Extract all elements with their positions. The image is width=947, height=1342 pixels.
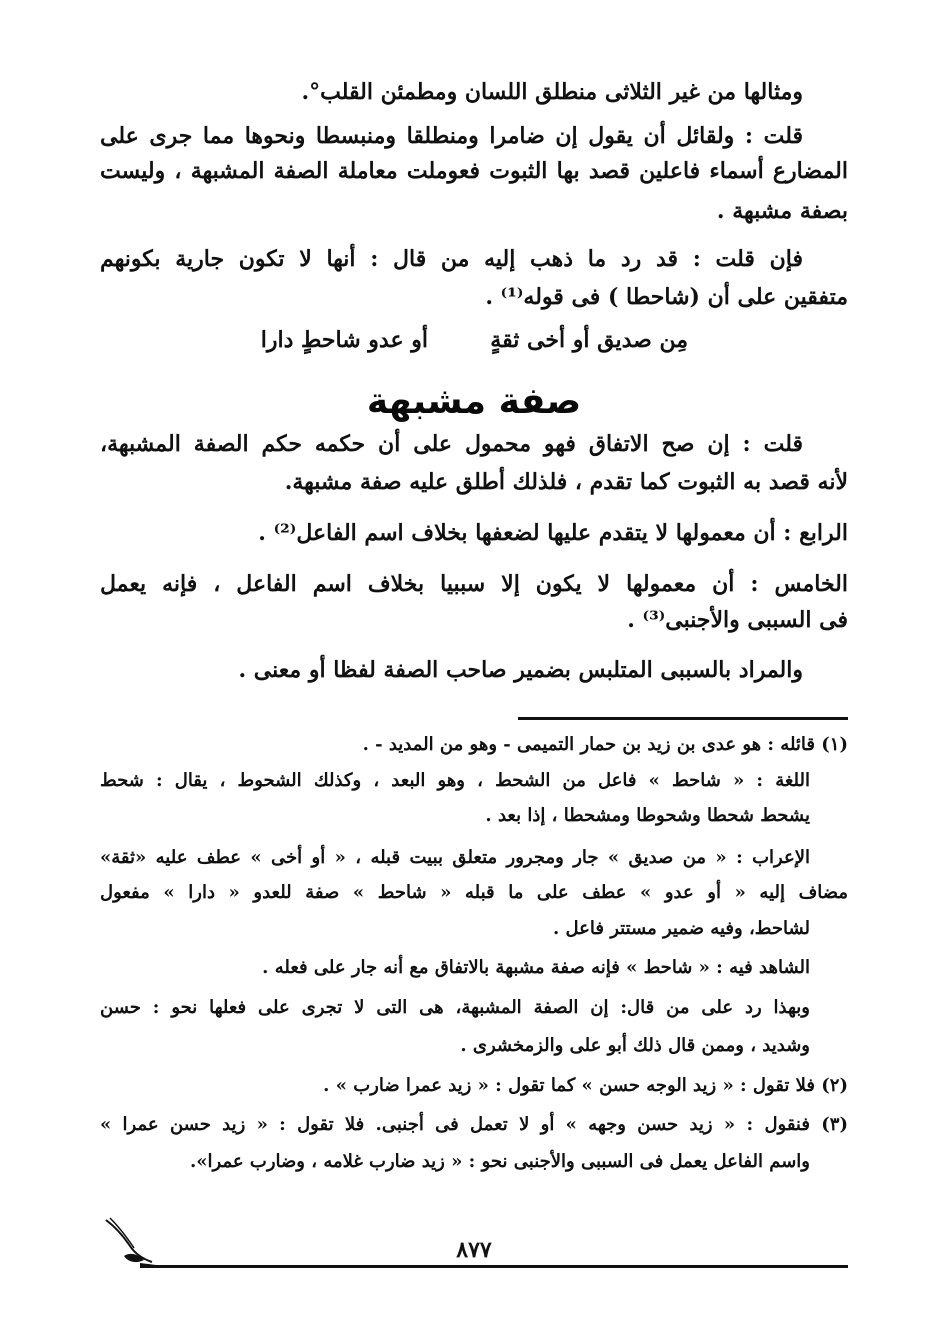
body-line-3: المضارع أسماء فاعلين قصد بها الثبوت فعوملت معاملة الصفة المشبهة ، وليست [100,158,848,184]
section-heading: صفة مشبهة [366,381,582,422]
body-line-1: ومثالها من غير الثلاثى منطلق اللسان ومطمئن القلب°. [301,79,803,105]
body-line-8: لأنه قصد به الثبوت كما تقدم ، فلذلك أطلق عليه صفة مشبهة. [284,469,848,495]
body-line-5: فإن قلت : قد رد ما ذهب إليه من قال : أنها لا تكون جارية بكونهم [100,246,803,272]
footnote-line-9: وشديد ، وممن قال ذلك أبو على والزمخشرى . [460,1035,810,1056]
bottom-rule [140,1265,848,1268]
footnote-line-10: (٢) فلا تقول : « زيد الوجه حسن » كما تقول : « زيد عمرا ضارب » . [323,1075,848,1096]
footnote-line-4: الإعراب : « من صديق » جار ومجرور متعلق ببيت قبله ، « أو أخى » عطف عليه «ثقة» [100,847,810,868]
pen-ornament-icon [100,1212,160,1272]
footnote-line-3: يشحط شحطا وشحوطا ومشحطا ، إذا بعد . [485,805,810,826]
body-line-2: قلت : ولقائل أن يقول إن ضامرا ومنطلقا ومنبسطا ونحوها مما جرى على [100,123,803,149]
footnote-separator [518,717,848,720]
body-line-4: بصفة مشبهة . [716,198,848,224]
footnote-line-1: (١) قائله : هو عدى بن زيد بن حمار التميمى - وهو من المديد - . [362,734,848,755]
body-line-7: قلت : إن صح الاتفاق فهو محمول على أن حكمه حكم الصفة المشبهة، [100,431,803,457]
body-line-12: والمراد بالسببى المتلبس بضمير صاحب الصفة لفظا أو معنى . [238,657,803,683]
footnote-line-11: (٣) فنقول : « زيد حسن وجهه » أو لا تعمل فى أجنبى. فلا تقول : « زيد حسن عمرا » [100,1114,848,1135]
footnote-line-2: اللغة : « شاحط » فاعل من الشحط ، وهو البعد ، وكذلك الشحوط ، يقال : شحط [100,770,810,791]
body-line-9: الرابع : أن معمولها لا يتقدم عليها لضعفها بخلاف اسم الفاعل⁽²⁾ . [258,520,848,546]
footnote-line-12: واسم الفاعل يعمل فى السببى والأجنبى نحو : « زيد ضارب غلامه ، وضارب عمرا». [190,1151,810,1172]
footnote-line-6: لشاحط، وفيه ضمير مستتر فاعل . [552,918,810,939]
body-line-11: فى السببى والأجنبى⁽³⁾ . [627,607,848,633]
verse-left-hemistich: أو عدو شاحطٍ دارا [260,327,428,353]
body-line-10: الخامس : أن معمولها لا يكون إلا سببيا بخلاف اسم الفاعل ، فإنه يعمل [100,571,848,597]
footnote-line-7: الشاهد فيه : « شاحط » فإنه صفة مشبهة بالاتفاق مع أنه جار على فعله . [262,957,810,978]
book-page [100,0,848,1342]
verse-right-hemistich: مِن صديق أو أخى ثقةٍ [490,327,688,353]
footnote-line-5: مضاف إليه « أو عدو » عطف على ما قبله « شاحط » صفة للعدو « دارا » مفعول [100,882,848,903]
footnote-line-8: وبهذا رد على من قال: إن الصفة المشبهة، هى التى لا تجرى على فعلها نحو : حسن [100,997,810,1018]
page-number: ٨٧٧ [456,1237,492,1263]
body-line-6: متفقين على أن (شاحطا ) فى قوله⁽¹⁾ . [485,284,848,310]
